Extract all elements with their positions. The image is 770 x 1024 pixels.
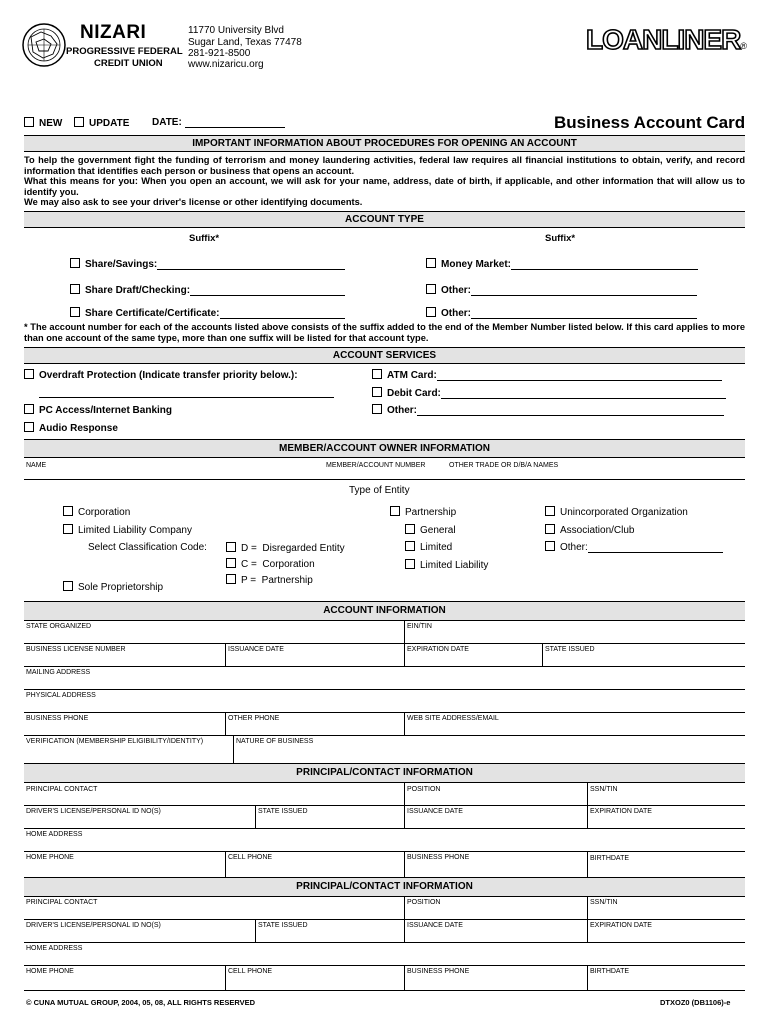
col-divider — [404, 851, 405, 877]
checkbox-box[interactable] — [24, 369, 34, 379]
suffix-footnote: * The account number for each of the accounts listed above consists of the suffix added to the end of the Member Number listed below. If this card applies to more than one account of the same type, more than one suffix will be listed for that account type. — [24, 322, 745, 343]
loanliner-logo — [586, 24, 746, 56]
business-phone-label: BUSINESS PHONE — [26, 715, 89, 722]
col-divider — [587, 851, 588, 877]
state-organized-label: STATE ORGANIZED — [26, 623, 92, 630]
checkbox-box[interactable] — [545, 524, 555, 534]
col-divider — [587, 805, 588, 828]
divider — [24, 828, 745, 829]
divider — [24, 666, 745, 667]
col-divider — [225, 643, 226, 666]
other-phone-label: OTHER PHONE — [228, 715, 280, 722]
share-draft-option[interactable]: Share Draft/Checking: — [70, 284, 345, 296]
sole-proprietorship-option[interactable]: Sole Proprietorship — [63, 581, 163, 593]
checkbox-box[interactable] — [372, 369, 382, 379]
ein-label: EIN/TIN — [407, 623, 432, 630]
important-info-text-2: What this means for you: When you open an account, we will ask for your name, address, date of birth, if applicable, and other information that will allow us to identify you. — [24, 176, 745, 197]
org-subtitle-2: CREDIT UNION — [94, 58, 163, 69]
checkbox-box[interactable] — [24, 404, 34, 414]
owner-row-divider — [24, 479, 745, 480]
checkbox-box[interactable] — [226, 558, 236, 568]
verification-label: VERIFICATION (MEMBERSHIP ELIGIBILITY/IDENTITY) — [26, 738, 204, 745]
money-market-option[interactable]: Money Market: — [426, 258, 698, 270]
cell-phone-label: CELL PHONE — [228, 854, 273, 861]
col-divider — [225, 965, 226, 990]
divider — [24, 851, 745, 852]
association-option[interactable]: Association/Club — [545, 524, 634, 536]
copyright-notice: © CUNA MUTUAL GROUP, 2004, 05, 08, ALL RIGHTS RESERVED — [26, 998, 256, 1007]
col-divider — [404, 897, 405, 919]
issuance-date-label: ISSUANCE DATE — [228, 646, 284, 653]
col-divider — [404, 712, 405, 735]
checkbox-box[interactable] — [390, 506, 400, 516]
audio-response-option[interactable]: Audio Response — [24, 422, 118, 434]
checkbox-box[interactable] — [372, 387, 382, 397]
corporation-option[interactable]: Corporation — [63, 506, 130, 518]
divider — [24, 942, 745, 943]
dl-expiration-date-label: EXPIRATION DATE — [590, 922, 652, 929]
org-phone: 281-921-8500 — [188, 48, 251, 59]
account-info-heading: ACCOUNT INFORMATION — [24, 601, 745, 621]
other-service-option[interactable]: Other: — [372, 404, 724, 416]
principal-business-phone-label: BUSINESS PHONE — [407, 854, 470, 861]
owner-info-heading: MEMBER/ACCOUNT OWNER INFORMATION — [24, 439, 745, 458]
checkbox-box[interactable] — [405, 559, 415, 569]
other-account-option-2[interactable]: Other: — [426, 307, 697, 319]
checkbox-box[interactable] — [545, 541, 555, 551]
checkbox-box[interactable] — [63, 506, 73, 516]
col-divider — [233, 735, 234, 763]
col-divider — [225, 851, 226, 877]
checkbox-box[interactable] — [70, 258, 80, 268]
col-divider — [404, 783, 405, 805]
new-checkbox[interactable]: NEW — [24, 117, 62, 129]
home-phone-label: HOME PHONE — [26, 968, 74, 975]
org-address-line-1: 11770 University Blvd — [188, 25, 284, 36]
col-divider — [542, 643, 543, 666]
account-type-heading: ACCOUNT TYPE — [24, 211, 745, 228]
divider — [24, 919, 745, 920]
checkbox-box[interactable] — [426, 307, 436, 317]
col-divider — [587, 783, 588, 805]
other-entity-option[interactable]: Other: — [545, 541, 723, 553]
checkbox-box[interactable] — [70, 284, 80, 294]
col-divider — [404, 965, 405, 990]
form-code: DTXOZ0 (DB1106)-e — [660, 998, 731, 1007]
principal-contact-label: PRINCIPAL CONTACT — [26, 899, 98, 906]
drivers-license-label: DRIVER'S LICENSE/PERSONAL ID NO(S) — [26, 922, 161, 929]
col-divider — [587, 965, 588, 990]
checkbox-box[interactable] — [74, 117, 84, 127]
business-license-label: BUSINESS LICENSE NUMBER — [26, 646, 126, 653]
divider — [24, 735, 745, 736]
loanliner-wordmark: LOANLINER — [586, 24, 741, 55]
home-address-label: HOME ADDRESS — [26, 945, 83, 952]
divider — [24, 689, 745, 690]
registered-mark: ® — [740, 41, 746, 51]
share-certificate-option[interactable]: Share Certificate/Certificate: — [70, 307, 345, 319]
pc-access-option[interactable]: PC Access/Internet Banking — [24, 404, 172, 416]
overdraft-priority-line[interactable] — [39, 397, 334, 398]
principal-contact-label: PRINCIPAL CONTACT — [26, 786, 98, 793]
date-field[interactable]: DATE: — [152, 117, 285, 128]
select-classification-label: Select Classification Code: — [88, 542, 207, 553]
owner-name-label: NAME — [26, 462, 47, 469]
general-partnership-option[interactable]: General — [405, 524, 456, 536]
nature-of-business-label: NATURE OF BUSINESS — [236, 738, 314, 745]
account-services-heading: ACCOUNT SERVICES — [24, 347, 745, 364]
dl-expiration-date-label: EXPIRATION DATE — [590, 808, 652, 815]
cell-phone-label: CELL PHONE — [228, 968, 273, 975]
important-info-heading: IMPORTANT INFORMATION ABOUT PROCEDURES FOR OPENING AN ACCOUNT — [24, 135, 745, 152]
mailing-address-label: MAILING ADDRESS — [26, 669, 91, 676]
suffix-label-left: Suffix* — [189, 233, 220, 244]
code-c-option[interactable]: C = Corporation — [226, 558, 315, 570]
col-divider — [255, 805, 256, 828]
ssn-label: SSN/TIN — [590, 786, 618, 793]
birthdate-label: BIRTHDATE — [590, 968, 630, 975]
type-of-entity-label: Type of Entity — [349, 485, 410, 496]
checkbox-box[interactable] — [426, 258, 436, 268]
important-info-text-3: We may also ask to see your driver's license or other identifying documents. — [24, 197, 363, 207]
checkbox-box[interactable] — [405, 541, 415, 551]
col-divider — [404, 805, 405, 828]
share-savings-option[interactable]: Share/Savings: — [70, 258, 345, 270]
checkbox-box[interactable] — [70, 307, 80, 317]
dl-state-issued-label: STATE ISSUED — [258, 922, 308, 929]
expiration-date-label: EXPIRATION DATE — [407, 646, 469, 653]
checkbox-box[interactable] — [63, 581, 73, 591]
unincorporated-option[interactable]: Unincorporated Organization — [545, 506, 688, 518]
form-title: Business Account Card — [554, 113, 746, 132]
code-p-option[interactable]: P = Partnership — [226, 574, 313, 586]
checkbox-box[interactable] — [226, 542, 236, 552]
limited-partnership-option[interactable]: Limited — [405, 541, 452, 553]
checkbox-box[interactable] — [372, 404, 382, 414]
home-address-label: HOME ADDRESS — [26, 831, 83, 838]
col-divider — [255, 919, 256, 942]
checkbox-box[interactable] — [226, 574, 236, 584]
dl-issuance-date-label: ISSUANCE DATE — [407, 922, 463, 929]
org-website: www.nizaricu.org — [188, 59, 264, 70]
ssn-label: SSN/TIN — [590, 899, 618, 906]
col-divider — [404, 919, 405, 942]
overdraft-protection-option[interactable]: Overdraft Protection (Indicate transfer priority below.): — [24, 369, 298, 381]
other-account-option-1[interactable]: Other: — [426, 284, 697, 296]
dba-label: OTHER TRADE OR D/B/A NAMES — [449, 462, 559, 469]
ein-divider — [404, 621, 405, 643]
home-phone-label: HOME PHONE — [26, 854, 74, 861]
org-name: NIZARI — [80, 22, 147, 43]
checkbox-box[interactable] — [405, 524, 415, 534]
member-number-label: MEMBER/ACCOUNT NUMBER — [326, 462, 426, 469]
divider — [24, 643, 745, 644]
col-divider — [587, 897, 588, 919]
partnership-option[interactable]: Partnership — [390, 506, 456, 518]
code-d-option[interactable]: D = Disregarded Entity — [226, 542, 345, 554]
debit-card-option[interactable]: Debit Card: — [372, 387, 726, 399]
checkbox-box[interactable] — [426, 284, 436, 294]
suffix-label-right: Suffix* — [545, 233, 576, 244]
checkbox-box[interactable] — [545, 506, 555, 516]
col-divider — [404, 643, 405, 666]
principal-info-heading-1: PRINCIPAL/CONTACT INFORMATION — [24, 763, 745, 783]
checkbox-box[interactable] — [24, 117, 34, 127]
website-label: WEB SITE ADDRESS/EMAIL — [407, 715, 499, 722]
divider — [24, 965, 745, 966]
checkbox-box[interactable] — [63, 524, 73, 534]
state-issued-label: STATE ISSUED — [545, 646, 595, 653]
org-address-line-2: Sugar Land, Texas 77478 — [188, 37, 302, 48]
atm-card-option[interactable]: ATM Card: — [372, 369, 722, 381]
principal-business-phone-label: BUSINESS PHONE — [407, 968, 470, 975]
checkbox-box[interactable] — [24, 422, 34, 432]
birthdate-label: BIRTHDATE — [590, 855, 630, 862]
divider — [24, 805, 745, 806]
col-divider — [225, 712, 226, 735]
dl-issuance-date-label: ISSUANCE DATE — [407, 808, 463, 815]
important-info-text-1: To help the government fight the funding of terrorism and money laundering activities, federal law requires all financial institutions to obtain, verify, and record information that identifies each person or business that opens an account. — [24, 155, 745, 176]
bottom-border — [24, 990, 745, 991]
col-divider — [587, 919, 588, 942]
divider — [24, 712, 745, 713]
dl-state-issued-label: STATE ISSUED — [258, 808, 308, 815]
credit-union-logo — [21, 22, 67, 68]
physical-address-label: PHYSICAL ADDRESS — [26, 692, 96, 699]
org-subtitle-1: PROGRESSIVE FEDERAL — [66, 46, 183, 57]
drivers-license-label: DRIVER'S LICENSE/PERSONAL ID NO(S) — [26, 808, 161, 815]
position-label: POSITION — [407, 786, 441, 793]
update-checkbox[interactable]: UPDATE — [74, 117, 129, 129]
principal-info-heading-2: PRINCIPAL/CONTACT INFORMATION — [24, 877, 745, 897]
globe-seal-icon — [21, 22, 67, 68]
limited-liability-partnership-option[interactable]: Limited Liability — [405, 559, 488, 571]
llc-option[interactable]: Limited Liability Company — [63, 524, 192, 536]
position-label: POSITION — [407, 899, 441, 906]
